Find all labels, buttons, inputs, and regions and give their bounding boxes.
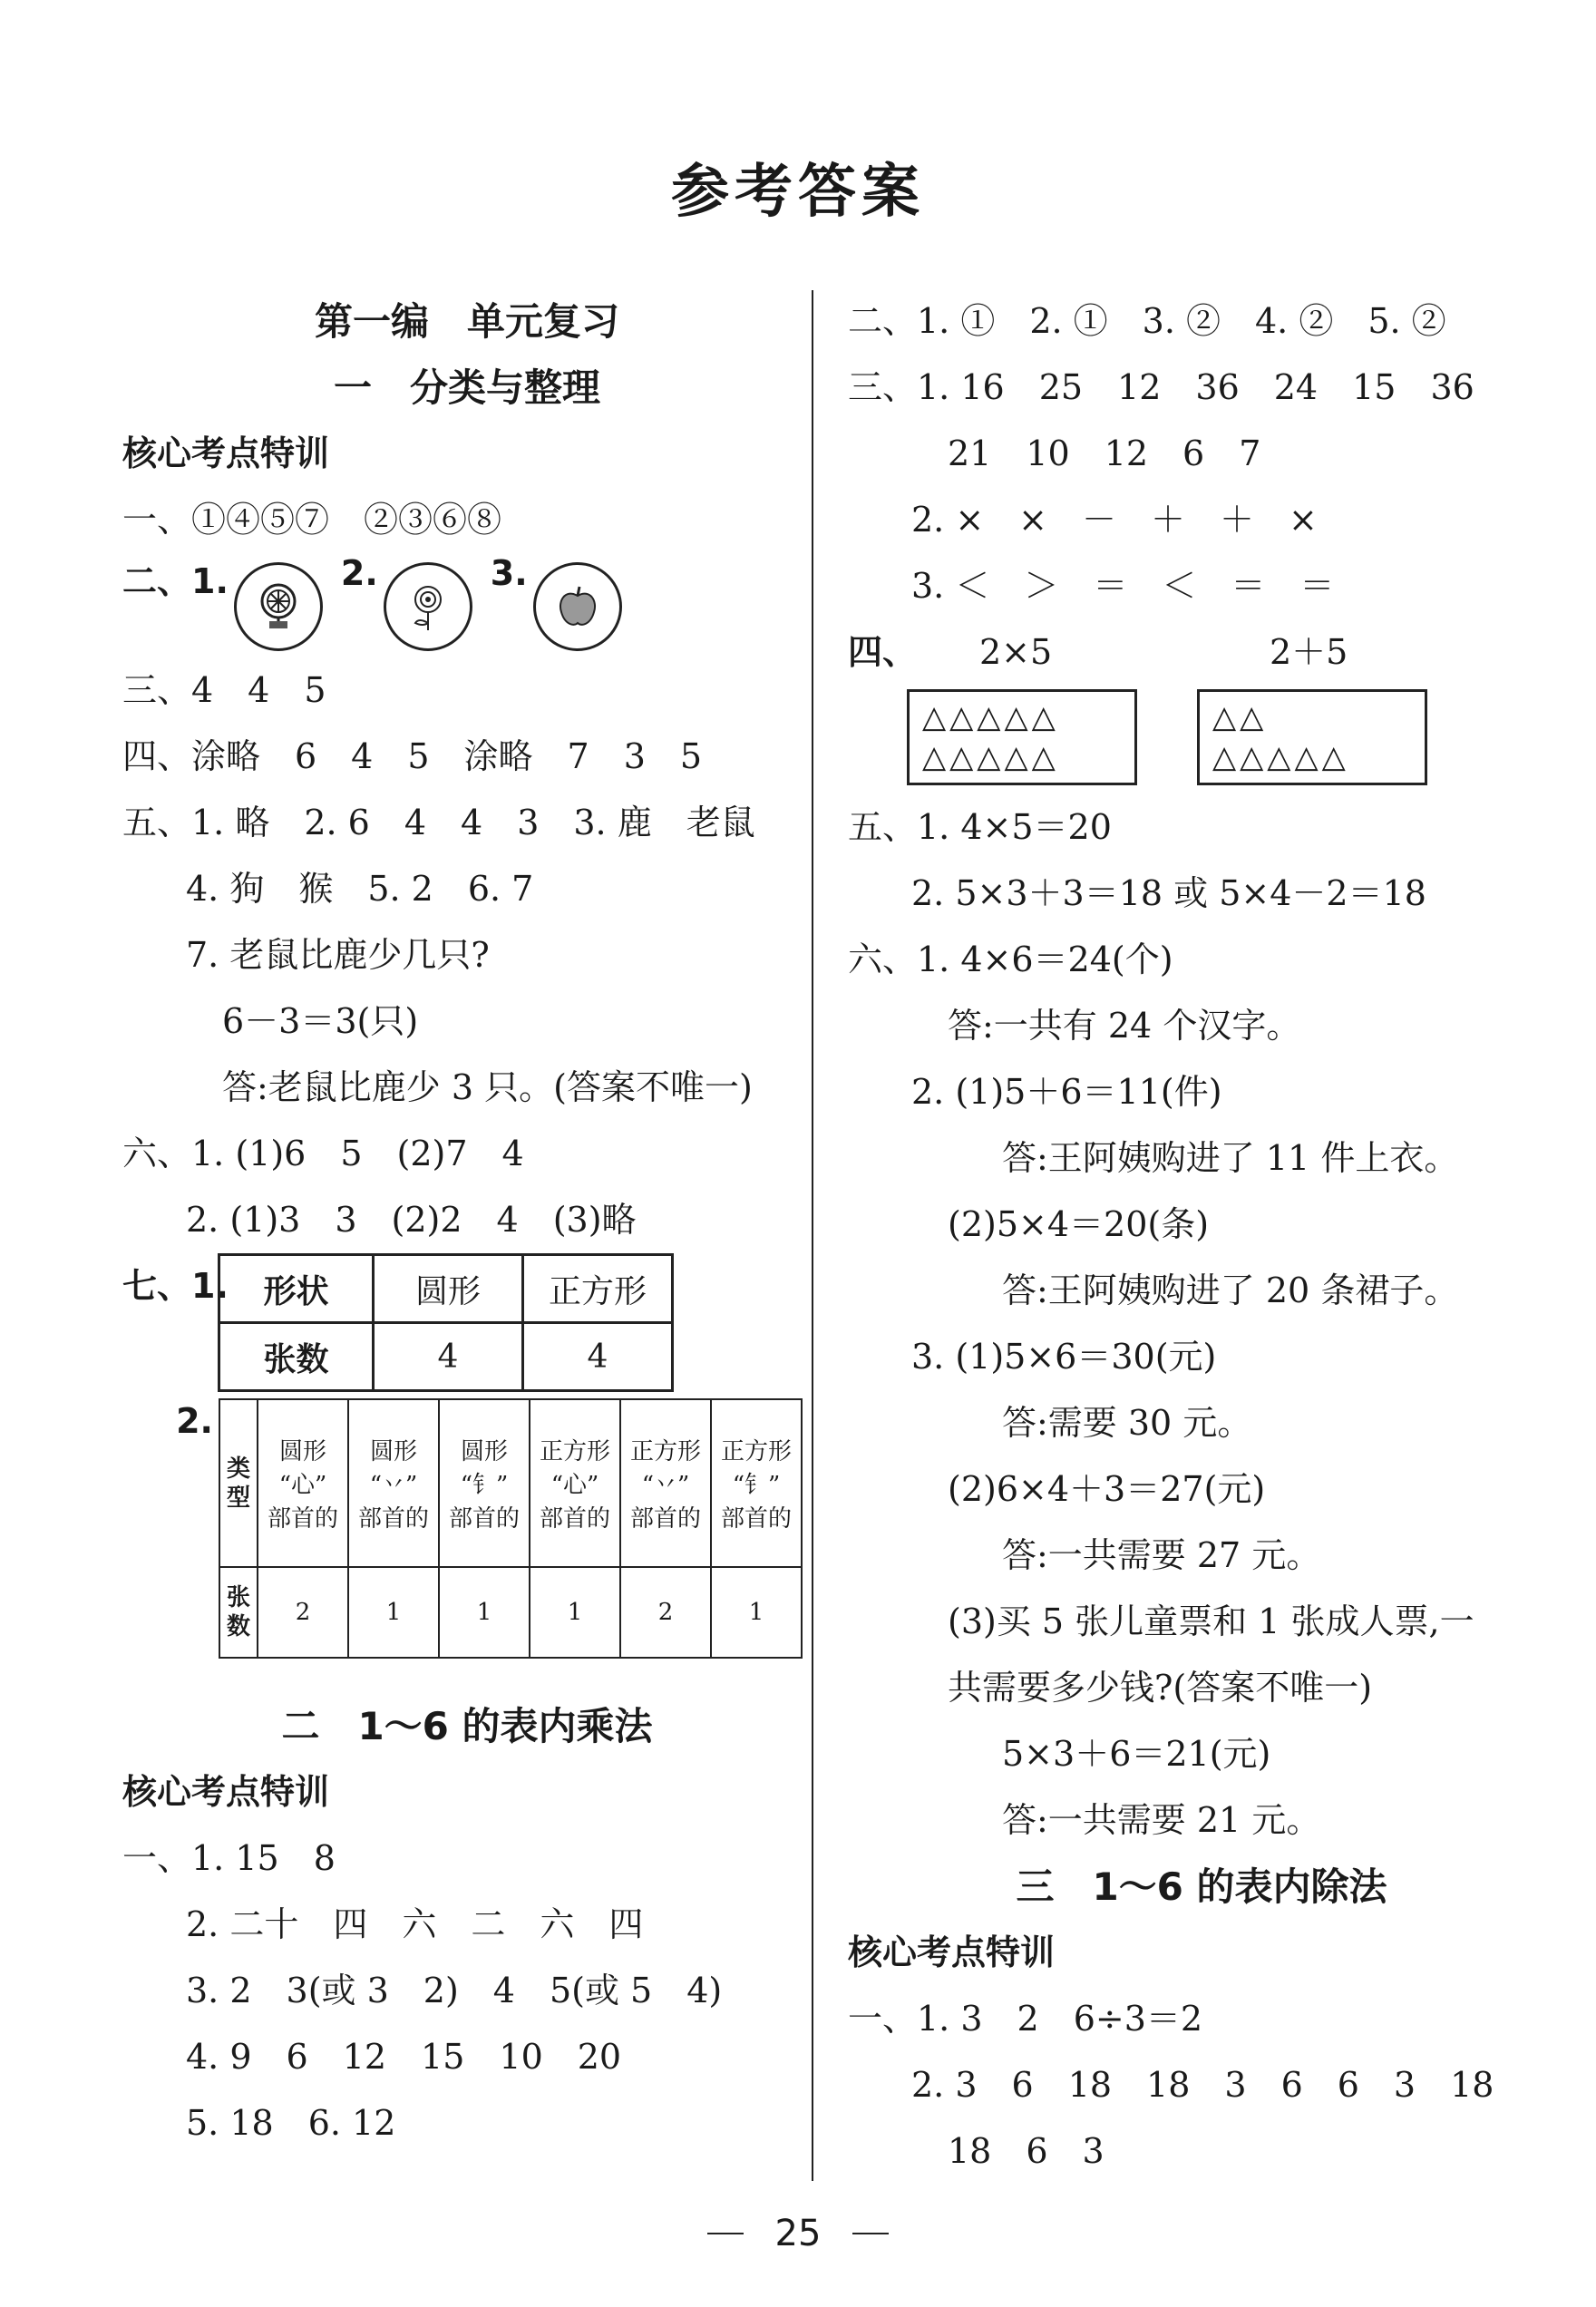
page-number-text: 25 xyxy=(774,2213,822,2254)
answer-line: 3. 2 3(或 3 2) 4 5(或 5 4) xyxy=(186,1971,723,2010)
answer-line: (3)买 5 张儿童票和 1 张成人票,一 xyxy=(948,1601,1474,1641)
table-cell: 2 xyxy=(258,1567,348,1658)
answer-label: 二、1. xyxy=(122,561,229,601)
answer-line: 5×3＋6＝21(元) xyxy=(1002,1734,1271,1774)
answer-line: 2. 3 6 18 18 3 6 6 3 18 xyxy=(911,2065,1494,2105)
expression: 2×5 xyxy=(979,632,1053,672)
answer-line: 五、1. 4×5＝20 xyxy=(848,807,1112,847)
answer-line: 六、1. 4×6＝24(个) xyxy=(848,939,1173,979)
answer-line: 六、1. (1)6 5 (2)7 4 xyxy=(122,1134,524,1173)
answer-line: 6－3＝3(只) xyxy=(222,1001,419,1041)
table-cell: 张数 xyxy=(219,1567,258,1658)
table-cell: 形状 xyxy=(219,1255,374,1323)
icon-answers xyxy=(122,553,812,657)
answer-line: 答:一共需要 27 元。 xyxy=(1002,1535,1321,1575)
answer-line: 五、1. 略 2. 6 4 4 3 3. 鹿 老鼠 xyxy=(122,803,755,842)
table-cell: 1 xyxy=(348,1567,439,1658)
answer-line: (2)6×4＋3＝27(元) xyxy=(948,1469,1266,1509)
table2-block xyxy=(122,1398,812,1693)
answer-line: 2. 二十 四 六 二 六 四 xyxy=(186,1904,644,1944)
shape-count-table xyxy=(218,1253,674,1392)
table-cell: 张数 xyxy=(219,1323,374,1391)
answer-line: 三、1. 16 25 12 36 24 15 36 xyxy=(848,367,1474,407)
answer-line: 答:王阿姨购进了 11 件上衣。 xyxy=(1002,1138,1459,1178)
table-cell: 类型 xyxy=(219,1399,258,1567)
page-title: 参考答案 xyxy=(671,159,925,226)
answer-label: 七、1. xyxy=(122,1266,229,1306)
left-column xyxy=(122,288,812,2156)
answer-label: 2. xyxy=(176,1401,213,1441)
table-cell: 2 xyxy=(620,1567,711,1658)
answer-line: 2. × × － ＋ ＋ × xyxy=(911,500,1318,540)
table-cell: 圆形 “钅” 部首的 xyxy=(439,1399,530,1567)
table-cell: 1 xyxy=(711,1567,802,1658)
table1-block xyxy=(122,1253,812,1398)
answer-line: 2. 5×3＋3＝18 或 5×4－2＝18 xyxy=(911,873,1426,913)
answer-line: 2. (1)3 3 (2)2 4 (3)略 xyxy=(186,1200,637,1240)
core-training-heading: 核心考点特训 xyxy=(848,1932,1056,1972)
core-training-heading: 核心考点特训 xyxy=(122,1772,330,1812)
table-cell: 圆形 “心” 部首的 xyxy=(258,1399,348,1567)
triangle-box: △△ △△△△△ xyxy=(1197,689,1427,785)
answer-label: 四、 xyxy=(848,632,918,672)
expr-row xyxy=(848,619,1555,686)
answer-line: 一、1. 3 2 6÷3＝2 xyxy=(848,1999,1203,2039)
section-heading-1: 一 分类与整理 xyxy=(333,365,600,410)
right-column xyxy=(848,288,1555,2185)
answer-line: 3. (1)5×6＝30(元) xyxy=(911,1337,1217,1377)
dash xyxy=(852,2233,889,2234)
flower-icon xyxy=(384,562,472,651)
answer-line: 三、4 4 5 xyxy=(122,670,326,710)
edition-heading: 第一编 单元复习 xyxy=(314,299,619,344)
answer-line: 4. 狗 猴 5. 2 6. 7 xyxy=(186,869,534,909)
column-divider xyxy=(812,290,813,2181)
answer-line: 二、1. ① 2. ① 3. ② 4. ② 5. ② xyxy=(848,301,1446,341)
core-training-heading: 核心考点特训 xyxy=(122,433,330,473)
answer-line: 答:一共需要 21 元。 xyxy=(1002,1800,1321,1840)
table-cell: 正方形 “钅” 部首的 xyxy=(711,1399,802,1567)
triangle-box: △△△△△ △△△△△ xyxy=(907,689,1137,785)
section-heading-2: 二 1～6 的表内乘法 xyxy=(281,1704,653,1748)
answer-line: 18 6 3 xyxy=(948,2131,1105,2171)
apple-icon xyxy=(533,562,622,651)
table-cell: 正方形 “心” 部首的 xyxy=(530,1399,620,1567)
answer-line: (2)5×4＝20(条) xyxy=(948,1204,1210,1244)
answer-line: 5. 18 6. 12 xyxy=(186,2103,396,2143)
dash xyxy=(707,2233,744,2234)
triangle-boxes xyxy=(848,686,1555,794)
answer-line: 一、1. 15 8 xyxy=(122,1838,336,1878)
answer-line: 四、涂略 6 4 5 涂略 7 3 5 xyxy=(122,736,703,776)
table-cell: 正方形 xyxy=(523,1255,673,1323)
page-number xyxy=(0,2211,1596,2254)
answer-line: 答:老鼠比鹿少 3 只。(答案不唯一) xyxy=(222,1067,753,1107)
table-cell: 圆形 xyxy=(374,1255,523,1323)
answer-line: 4. 9 6 12 15 10 20 xyxy=(186,2037,622,2077)
answer-label: 3. xyxy=(490,553,528,593)
table-cell: 圆形 “丷” 部首的 xyxy=(348,1399,439,1567)
answer-line: 21 10 12 6 7 xyxy=(948,433,1261,473)
radical-table xyxy=(219,1398,803,1659)
answer-line: 一、①④⑤⑦ ②③⑥⑧ xyxy=(122,500,502,540)
section-heading-3: 三 1～6 的表内除法 xyxy=(1016,1864,1387,1909)
table-cell: 1 xyxy=(530,1567,620,1658)
answer-label: 2. xyxy=(340,553,378,593)
table-cell: 1 xyxy=(439,1567,530,1658)
expression: 2＋5 xyxy=(1270,632,1348,672)
answer-line: 答:需要 30 元。 xyxy=(1002,1403,1252,1443)
answer-line: 共需要多少钱?(答案不唯一) xyxy=(948,1668,1373,1708)
table-cell: 4 xyxy=(374,1323,523,1391)
table-cell: 正方形 “丷” 部首的 xyxy=(620,1399,711,1567)
fan-icon xyxy=(234,562,323,651)
answer-line: 答:王阿姨购进了 20 条裙子。 xyxy=(1002,1270,1459,1310)
table-cell: 4 xyxy=(523,1323,673,1391)
answer-line: 3. ＜ ＞ ＝ ＜ ＝ ＝ xyxy=(911,566,1335,606)
answer-line: 7. 老鼠比鹿少几只? xyxy=(186,935,490,975)
answer-line: 2. (1)5＋6＝11(件) xyxy=(911,1072,1222,1112)
answer-line: 答:一共有 24 个汉字。 xyxy=(948,1006,1301,1046)
